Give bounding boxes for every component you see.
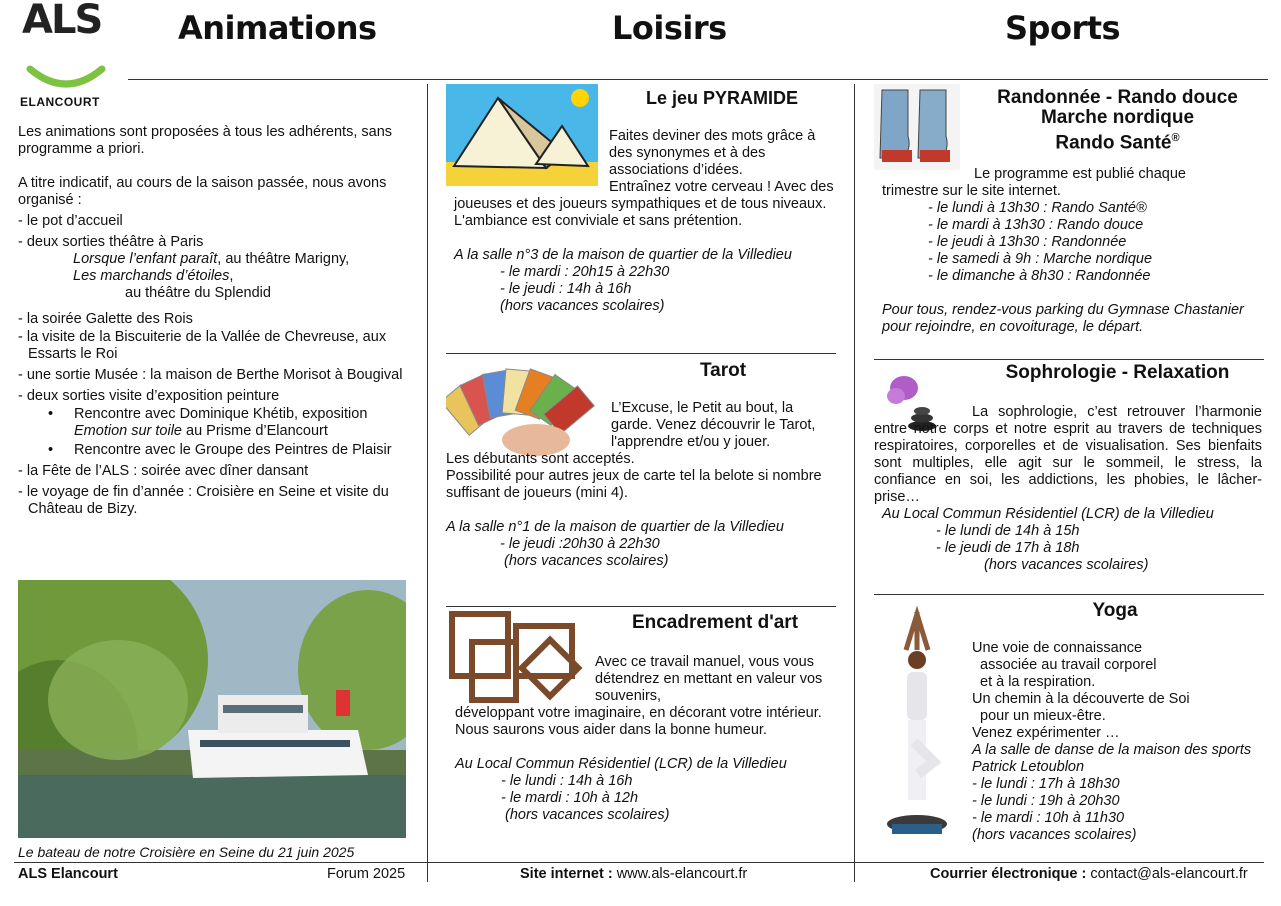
- header-animations: Animations: [178, 9, 377, 47]
- list-item: - la Fête de l’ALS : soirée avec dîner dansant: [18, 463, 309, 479]
- header-rule: [128, 79, 1268, 80]
- list-item: - la visite de la Biscuiterie de la Vallée de Chevreuse, aux Essarts le Roi: [18, 329, 387, 362]
- sophro-section: La sophrologie, c’est retrouver l’harmonie entre notre corps et notre esprit au travers de techniques respiratoires, corporelles et de visualisation. Ses bienfaits sont multiples, elle agit sur le sommeil, le stress, la confiance en soi, les addictions, les phobies, le lâcher-prise… Au Local Commun Résidentiel (LCR) de la Villedieu - le lundi de 14h à 15h - le jeudi de 17h à 18h (hors vacances scolaires): [874, 404, 1262, 573]
- animations-section: [18, 124, 413, 518]
- site-link[interactable]: www.als-elancourt.fr: [616, 866, 748, 882]
- list-item: - deux sorties visite d’exposition peinture: [18, 388, 280, 404]
- tarot-title: Tarot: [699, 360, 747, 381]
- list-item: - le pot d’accueil: [18, 213, 123, 229]
- hiking-boots-image: [874, 84, 960, 170]
- pyramide-title: Le jeu PYRAMIDE: [645, 88, 799, 108]
- rando-title: Randonnée - Rando douce Marche nordique Rando Santé®: [997, 87, 1238, 154]
- section-rule: [446, 353, 836, 354]
- list-item: - une sortie Musée : la maison de Berthe Morisot à Bougival: [18, 367, 403, 383]
- list-item: - le voyage de fin d’année : Croisière en Seine et visite du Château de Bizy.: [18, 484, 389, 517]
- theatre-details: Lorsque l’enfant paraît, au théâtre Marigny, Les marchands d’étoiles, au théâtre du Splendid: [73, 251, 350, 301]
- animations-lead: A titre indicatif, au cours de la saison passée, nous avons organisé :: [18, 175, 387, 208]
- section-rule: [446, 606, 836, 607]
- animations-intro: Les animations sont proposées à tous les adhérents, sans programme a priori.: [18, 124, 393, 157]
- encadrement-section: Avec ce travail manuel, vous vous détendrez en mettant en valeur vos souvenirs, développant votre imaginaire, en décorant votre intérieur. Nous saurons vous aider dans la bonne humeur. Au Local Commun Résidentiel (LCR) de la Villedieu - le lundi : 14h à 16h - le mardi : 10h à 12h (hors vacances scolaires): [455, 654, 823, 823]
- encadrement-title: Encadrement d'art: [631, 612, 799, 633]
- footer-site: Site internet : www.als-elancourt.fr: [520, 866, 748, 882]
- list-item: - deux sorties théâtre à Paris: [18, 234, 204, 250]
- yoga-section: Une voie de connaissance associée au travail corporel et à la respiration. Un chemin à la découverte de Soi pour un mieux-être. Venez expérimenter … A la salle de danse de la maison des sports Patrick Letoublon - le lundi : 17h à 18h30 - le lundi : 19h à 20h30 - le mardi : 10h à 11h30 (hors vacances scolaires): [972, 640, 1252, 843]
- footer-org: ALS Elancourt: [18, 866, 118, 882]
- tarot-section: L’Excuse, le Petit au bout, la garde. Venez découvrir le Tarot, l'apprendre et/ou y jouer. Les débutants sont acceptés. Possibilité pour autres jeux de carte tel la belote si nombre suffisant de joueurs (mini 4). A la salle n°1 de la maison de quartier de la Villedieu - le jeudi :20h30 à 22h30 (hors vacances scolaires): [446, 400, 822, 569]
- boat-photo: [18, 580, 406, 838]
- photo-caption: Le bateau de notre Croisière en Seine du 21 juin 2025: [18, 844, 355, 860]
- footer-mail: Courrier électronique : contact@als-elancourt.fr: [930, 866, 1248, 882]
- footer-forum: Forum 2025: [327, 866, 406, 882]
- column-divider-2: [854, 84, 855, 882]
- yoga-title: Yoga: [1092, 600, 1138, 621]
- sophro-title: Sophrologie - Relaxation: [1005, 362, 1230, 383]
- column-divider-1: [427, 84, 428, 882]
- header-loisirs: Loisirs: [612, 9, 727, 47]
- logo-subtitle: ELANCOURT: [20, 95, 100, 109]
- play-title: Lorsque l’enfant paraît: [73, 251, 218, 267]
- logo: [18, 0, 110, 110]
- section-rule: [874, 594, 1264, 595]
- section-rule: [874, 359, 1264, 360]
- logo-text: ALS: [22, 0, 102, 43]
- footer-rule: [14, 862, 1264, 863]
- header-sports: Sports: [1005, 9, 1121, 47]
- pyramide-section: Faites deviner des mots grâce à des synonymes et à des associations d’idées. Entraînez votre cerveau ! Avec des joueuses et des joueurs sympathiques et de tous niveaux. L'ambiance est conviviale et sans prétention. A la salle n°3 de la maison de quartier de la Villedieu - le mardi : 20h15 à 22h30 - le jeudi : 14h à 16h (hors vacances scolaires): [454, 128, 834, 314]
- play-title: Les marchands d’étoiles: [73, 268, 230, 284]
- rando-section: Le programme est publié chaque trimestre sur le site internet. - le lundi à 13h30 : Rando Santé® - le mardi à 13h30 : Rando douce - le jeudi à 13h30 : Randonnée - le samedi à 9h : Marche nordique - le dimanche à 8h30 : Randonnée Pour tous, rendez-vous parking du Gymnase Chastanier pour rejoindre, en covoiturage, le départ.: [882, 166, 1244, 335]
- list-item: - la soirée Galette des Rois: [18, 311, 193, 327]
- expo-list: • Rencontre avec Dominique Khétib, exposition Emotion sur toile au Prisme d’Elancourt • Rencontre avec le Groupe des Peintres de Plaisir: [48, 406, 392, 458]
- logo-smile-icon: [26, 65, 106, 89]
- yoga-pose-image: [874, 602, 960, 852]
- mail-link[interactable]: contact@als-elancourt.fr: [1090, 866, 1248, 882]
